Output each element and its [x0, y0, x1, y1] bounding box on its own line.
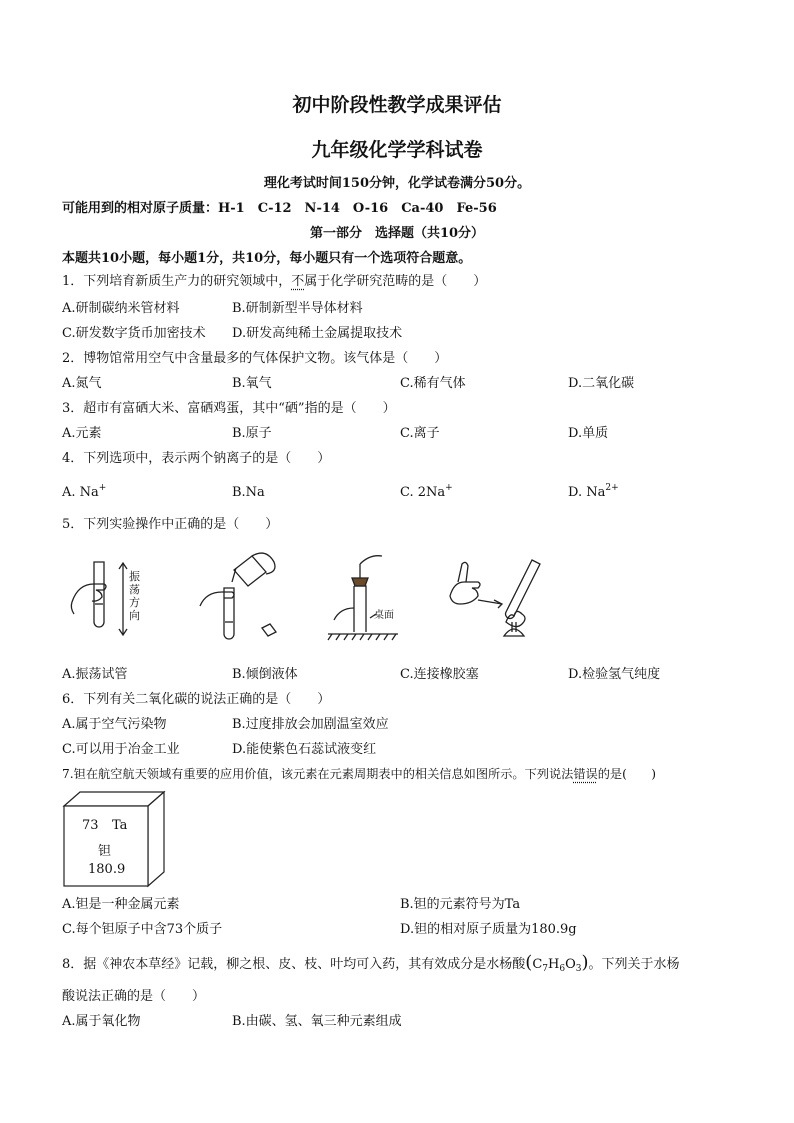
part1-heading: 第一部分 选择题（共10分） — [309, 226, 485, 241]
element-atomic-mass: 180.9 — [88, 862, 126, 877]
q5-stem: 5．下列实验操作中正确的是（ ） — [62, 517, 279, 532]
time-note: 理化考试时间150分钟，化学试卷满分50分。 — [263, 176, 531, 191]
page-title: 初中阶段性教学成果评估 — [292, 94, 502, 116]
q5-option-b: B.倾倒液体 — [232, 667, 298, 682]
q1-stem: 1．下列培育新质生产力的研究领域中，不属于化学研究范畴的是（ ） — [62, 274, 487, 289]
q6-option-b: B.过度排放会加剧温室效应 — [232, 717, 389, 732]
q3-option-b: B.原子 — [232, 426, 272, 441]
q2-option-b: B.氧气 — [232, 376, 272, 391]
q4-option-d: D. $Na^{2+}$ — [568, 483, 619, 500]
q5-option-d: D.检验氢气纯度 — [568, 667, 661, 682]
q8-option-b: B.由碳、氢、氧三种元素组成 — [232, 1014, 402, 1029]
q8-stem-line1: 8．据《神农本草经》记载，柳之根、皮、枝、叶均可入药，其有效成分是水杨酸$(C_7H_6O_3)$。下列关于水杨 — [62, 952, 680, 974]
element-atomic-number: 73 — [82, 818, 99, 833]
q8-stem-line2: 酸说法正确的是（ ） — [62, 989, 206, 1004]
q1-option-b: B.研制新型半导体材料 — [232, 301, 363, 316]
q3-option-c: C.离子 — [400, 426, 440, 441]
q1-option-c: C.研发数字货币加密技术 — [62, 326, 206, 341]
figure-shaking-test-tube — [64, 556, 154, 646]
figure-connecting-stopper — [326, 548, 406, 648]
figure-hydrogen-purity — [446, 556, 546, 646]
figure-pouring-liquid — [196, 548, 286, 646]
desk-label: 桌面 — [374, 610, 394, 621]
q4-option-c: C. 2Na+ — [400, 483, 453, 500]
q7-option-c: C.每个钽原子中含73个质子 — [62, 922, 223, 937]
q6-stem: 6．下列有关二氧化碳的说法正确的是（ ） — [62, 692, 331, 707]
q7-option-b: B.钽的元素符号为Ta — [400, 897, 521, 912]
q3-stem: 3．超市有富硒大米、富硒鸡蛋，其中“硒”指的是（ ） — [62, 401, 396, 416]
part1-note: 本题共10小题，每小题1分，共10分，每小题只有一个选项符合题意。 — [62, 251, 472, 266]
q2-option-d: D.二氧化碳 — [568, 376, 635, 391]
shaking-direction-label: 振荡方向 — [129, 570, 140, 622]
q2-stem: 2．博物馆常用空气中含量最多的气体保护文物。该气体是（ ） — [62, 351, 448, 366]
q7-option-d: D.钽的相对原子质量为180.9g — [400, 922, 577, 937]
q2-option-a: A.氮气 — [62, 376, 102, 391]
q6-option-a: A.属于空气污染物 — [62, 717, 167, 732]
salicylic-acid-formula: $C_7H_6O_3$ — [532, 957, 582, 974]
q7-stem: 7.钽在航空航天领域有重要的应用价值，该元素在元素周期表中的相关信息如图所示。下列说法错误的是( ) — [62, 767, 656, 781]
q7-option-a: A.钽是一种金属元素 — [62, 897, 180, 912]
q3-option-d: D.单质 — [568, 426, 609, 441]
q4-stem: 4．下列选项中，表示两个钠离子的是（ ） — [62, 451, 331, 466]
q4-option-a: A. Na+ — [62, 483, 107, 500]
q5-option-c: C.连接橡胶塞 — [400, 667, 479, 682]
element-symbol: Ta — [112, 818, 128, 833]
q2-option-c: C.稀有气体 — [400, 376, 466, 391]
element-card — [62, 790, 166, 890]
q6-option-c: C.可以用于冶金工业 — [62, 742, 180, 757]
page-subtitle: 九年级化学学科试卷 — [311, 139, 483, 161]
atomic-masses: 可能用到的相对原子质量：H-1 C-12 N-14 O-16 Ca-40 Fe-56 — [62, 201, 497, 216]
q8-option-a: A.属于氧化物 — [62, 1014, 141, 1029]
q1-option-a: A.研制碳纳米管材料 — [62, 301, 180, 316]
q3-option-a: A.元素 — [62, 426, 102, 441]
element-name: 钽 — [98, 844, 112, 859]
q5-option-a: A.振荡试管 — [62, 667, 128, 682]
q6-option-d: D.能使紫色石蕊试液变红 — [232, 742, 377, 757]
q4-option-b: B.Na — [232, 485, 265, 500]
q1-option-d: D.研发高纯稀土金属提取技术 — [232, 326, 403, 341]
